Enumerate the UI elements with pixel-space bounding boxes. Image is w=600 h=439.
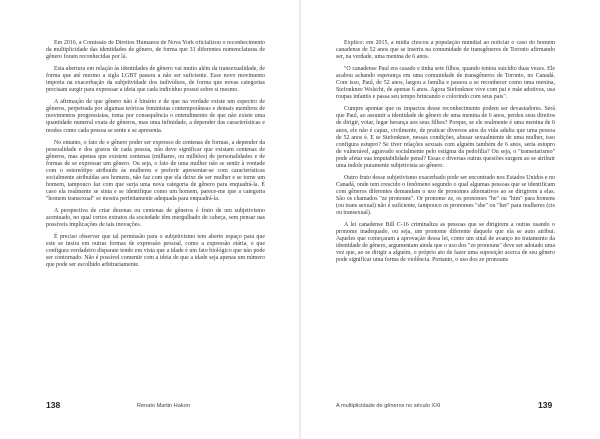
paragraph: É preciso observar que tal permissão para o subjetivismo tem aberto espaço para que este se insira em outras formas de expressão pessoal, como a expressão etária, o que configura verdadeiro disparate tendo em vista que a idade é um fato biológico que não pode ser contornado. Não é possível comentir com a ideia de que a idade seja apenas um número que pode ser escolhido arbitrariamente. [46,234,265,269]
left-page-body [46,40,265,394]
paragraph: Explico: em 2015, a mídia chocou a população mundial ao noticiar o caso do homem canadense de 52 anos que se inseriu na comunidade de transgêneros de Toronto afirmando ser, na verdade, uma menina de 6 anos. [336,40,555,61]
page-number: 138 [46,400,61,410]
right-page-body [336,40,555,394]
paragraph: A lei canadense Bill C-16 criminaliza as pessoas que se dirigirem a outras usando o pronome inadequado, ou seja, um pronome diferente daquele que ela se auto atribui. Aqueles que começaram a aprovação dessa lei, como um sinal de avanço no tratamento da identidade de gênero, argumentam ainda que o uso dos "ze pronouns" deve ser adotado uma vez que, ao se dirigir a alguém, o próprio ato de fazer uma suposição acerca de seu gênero pode significar uma forma de violência. Portanto, o uso dos ze pronouns [336,222,555,264]
footer-author: Renato Martin Hakon [137,403,190,409]
paragraph: Em 2016, a Comissão de Direitos Humanos de Nova York oficializou o reconhecimento da multiplicidade das identidades de gênero, de forma que 31 diferentes nomenclaturas de gênero foram reconhecidas por lá. [46,40,265,61]
paragraph: Esta abertura em relação às identidades de gênero vai muito além da transexualidade, de forma que até mesmo a sigla LGBT passou a não ser suficiente. Esse novo movimento importa na exacerbação da subjetividade dos indivíduos, de forma que novas categorias precisam surgir para expressar a ideia que cada indivíduo possui sobre si mesmo. [46,66,265,94]
footer-book-title: A multiplicidade de gêneros no século XXI [336,403,441,409]
paragraph: Outro fruto desse subjetivismo exacerbado pode ser encontrado nos Estados Unidos e no Canadá, onde tem crescido o fenômeno segundo o qual algumas pessoas que se identificam com gêneros diferentes demandam o uso de pronomes alternativos ao se dirigirem a elas. São os chamados "ze pronouns". Or pronome ze, os pronomes "he" ou "him" para homens (ou trans sexual) não é suficiente, tampouco os pronomes "she" ou "her" para mulheres (cis ou transexual). [336,174,555,217]
paragraph: Cumpre apontar que os impactos desse reconhecimento podem ser devastadores. Será que Paul, ao assumir a identidade de gênero de uma menina de 6 anos, perdeu seus direitos de dirigir, votar, legar herança aos seus filhos? Porque, se ele realmente é uma menina de 6 anos, ele não é capaz, civilmente, de praticar diversos atos da vida adulta que uma pessoa de 52 anos é. E se Stefonknee, nessas condições, abusar sexualmente de uma mulher, isso configura estupro? Se tiver relações sexuais com alguém também de 6 anos, seria estupro de vulnerável, agravado socialmente pelo estigma da pedofilia? Ou seja, o "transetarismo" pode afetar sua imputabilidade penal? Essas e diversas outras questões surgem ao se atribuir uma índole puramente subjetivista ao gênero. [336,106,555,169]
paragraph: A afirmação de que gênero não é binário e de que na verdade existe um espectro de gêneros, perpetrada por algumas teóricas feministas contemporâneas e demais membros de movimentos progressistas, toma por consequência o entendimento de que não existe uma quantidade numeral exata de gêneros, mas uma infinidade, a depender das características e modos como cada pessoa se sente e se apresenta. [46,99,265,134]
paragraph: "O canadense Paul era casado e tinha sete filhos, quando tentou suicídio duas vezes. Ele acabou achando esperança em uma comunidade de transgêneros de Toronto, no Canadá. Com isso, Paul, de 52 anos, largou a família e passou a se reconhecer como uma menina, Stefonknee Wolscht, de apenas 6 anos. Agora Stefonknee vive com pai e mãe adotivos, usa roupas infantis e passa seu tempo brincando e colorindo com seus pais". [336,66,555,101]
paragraph: No entanto, o fato de o gênero poder ser expresso de centenas de formas, a depender da pessoalidade e dos gostos de cada pessoa, não deve significar que existam centenas de gêneros, mas apenas que existem centenas (milhares, ou milhões) de personalidades e de formas de se expressar um gênero. Ou seja, o fato de uma mulher não se sentir à vontade com o estereótipo atribuído às mulheres e preferir apresentar-se com características socialmente atribuídas aos homens, não faz com que ela deixe de ser mulher e se torne um homem, tampouco faz com que surja uma nova categoria de gênero para enquadrá-la. É caso ela realmente se sinta e se identifique como um homem, parece-me que a categoria "homem transexual" se mostra perfeitamente adequada para enquadrá-la. [46,139,265,202]
right-page [300,0,600,439]
paragraph: A perspectiva de criar dezenas ou centenas de gêneros é fruto de um subjetivismo acentuado, no qual certos extratos da sociedade têm mergulhado de cabeça, sem pensar nas possíveis implicações de tais inovações. [46,207,265,229]
page-number: 139 [538,400,553,410]
